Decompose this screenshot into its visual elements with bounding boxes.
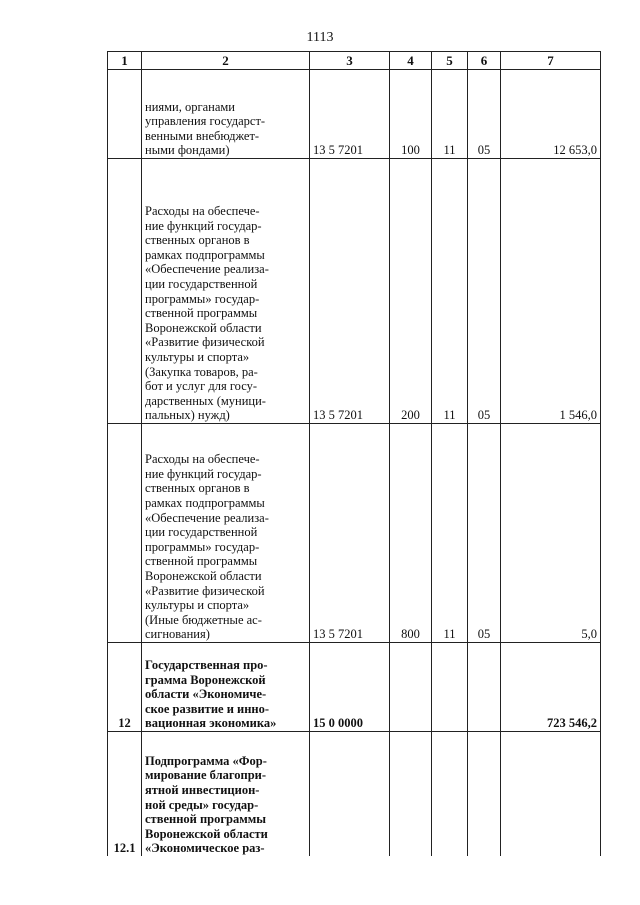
row-description: Расходы на обеспече- ние функций государ- ственных органов в рамках подпрограммы «Обеспечение реализа- ции государственной программы» государ- ственной программы Воронежской области «Развитие физической культуры и спорта» (Иные бюджетные ас- сигнования): [142, 424, 310, 643]
row-description: ниями, органами управления государст- венными внебюджет- ными фондами): [142, 70, 310, 159]
row-description: Государственная про- грамма Воронежской области «Экономиче- ское развитие и инно- вационная экономика»: [142, 643, 310, 732]
row-code: [310, 732, 390, 857]
row-col5: 11: [432, 70, 468, 159]
header-row: [108, 52, 601, 70]
row-col4: 200: [390, 159, 432, 424]
row-amount: 5,0: [501, 424, 601, 643]
row-code: 15 0 0000: [310, 643, 390, 732]
row-col6: 05: [468, 70, 501, 159]
row-col5: [432, 732, 468, 857]
row-col5: 11: [432, 424, 468, 643]
row-code: 13 5 7201: [310, 159, 390, 424]
table-row: [108, 424, 601, 643]
row-description: Расходы на обеспече- ние функций государ- ственных органов в рамках подпрограммы «Обеспечение реализа- ции государственной программы» государ- ственной программы Воронежской области «Развитие физической культуры и спорта» (Закупка товаров, ра- бот и услуг для госу- дарственных (муници- пальных) нужд): [142, 159, 310, 424]
row-number: [108, 70, 142, 159]
row-col6: [468, 732, 501, 857]
row-number: 12.1: [108, 732, 142, 857]
row-amount: 1 546,0: [501, 159, 601, 424]
column-header: 6: [468, 52, 501, 70]
table-row: [108, 732, 601, 857]
row-amount: 723 546,2: [501, 643, 601, 732]
column-header: 7: [501, 52, 601, 70]
table-row: [108, 159, 601, 424]
row-amount: 12 653,0: [501, 70, 601, 159]
row-col4: [390, 732, 432, 857]
row-col5: 11: [432, 159, 468, 424]
column-header: 3: [310, 52, 390, 70]
row-number: 12: [108, 643, 142, 732]
row-amount: [501, 732, 601, 857]
table-row: [108, 70, 601, 159]
row-col6: 05: [468, 424, 501, 643]
row-code: 13 5 7201: [310, 70, 390, 159]
column-header: 4: [390, 52, 432, 70]
row-col4: [390, 643, 432, 732]
row-col5: [432, 643, 468, 732]
row-col4: 800: [390, 424, 432, 643]
row-col6: [468, 643, 501, 732]
page-number: 1113: [306, 30, 334, 45]
row-description: Подпрограмма «Фор- мирование благопри- ятной инвестицион- ной среды» государ- ственной программы Воронежской области «Экономическое раз-: [142, 732, 310, 857]
column-header: 2: [142, 52, 310, 70]
table-row: [108, 643, 601, 732]
column-header: 5: [432, 52, 468, 70]
row-code: 13 5 7201: [310, 424, 390, 643]
row-col4: 100: [390, 70, 432, 159]
column-header: 1: [108, 52, 142, 70]
budget-table: [107, 51, 601, 856]
row-number: [108, 159, 142, 424]
row-col6: 05: [468, 159, 501, 424]
row-number: [108, 424, 142, 643]
